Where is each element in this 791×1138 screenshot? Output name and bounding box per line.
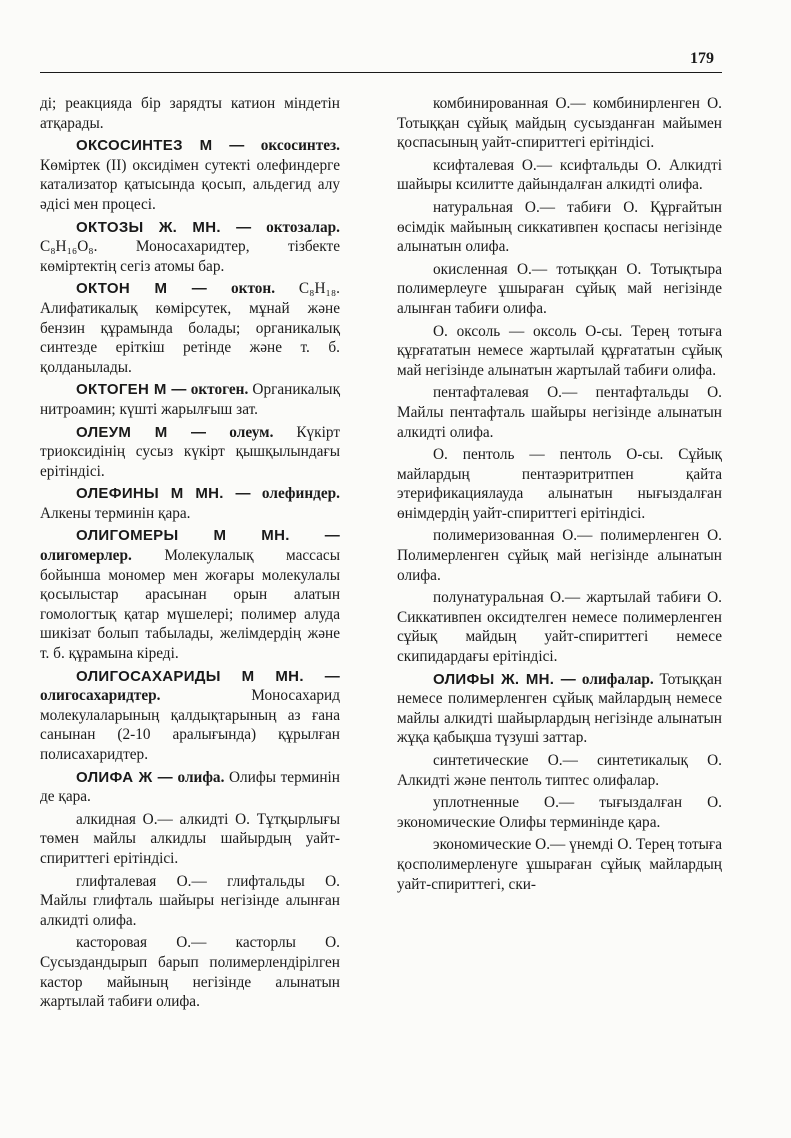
entry-headword: ОЛИГОСАХАРИДЫ М МН. — <box>76 667 340 685</box>
dictionary-entry <box>40 218 340 277</box>
sub-entry: пентафталевая О.— пентафтальды О. Майлы пентафталь шайыры негізінде алынатын алкидті олифа. <box>397 384 722 441</box>
dictionary-entry <box>40 423 340 482</box>
entry-translation: олифалар. <box>576 670 654 688</box>
sub-entry: полунатуральная О.— жартылай табиғи О. Сиккативпен оксидтелген немесе полимерленген сұйық майдың уайт-спириттегі немесе скипидардағы ерітіндісі. <box>397 589 722 666</box>
entry-headword: ОКТОН М — <box>76 280 208 298</box>
page-number: 179 <box>690 50 714 67</box>
entry-definition: Күкірт триоксидінің сусыз күкірт қышқылындағы ерітіндісі. <box>40 423 341 480</box>
entry-headword: ОЛИГОМЕРЫ М МН. — <box>76 527 340 545</box>
continued-text: ді; реакцияда бір зарядты катион міндетін атқарады. <box>40 95 340 132</box>
entry-headword: ОКТОГЕН М — <box>76 381 187 399</box>
dictionary-entry <box>40 526 340 663</box>
entry-translation: олигомерлер. <box>40 547 132 565</box>
dictionary-entry <box>40 380 340 419</box>
sub-entry: комбинированная О.— комбинирленген О. Тотыққан сұйық майдың сусызданған майымен қоспасының уайт-спириттегі ерітіндісі. <box>397 95 722 152</box>
entry-headword: ОКТОЗЫ Ж. МН. — <box>76 218 252 236</box>
sub-entry: касторовая О.— касторлы О. Сусыздандырып барып полимерлендірілген кастор майының негізінде алынатын жартылай табиғи олифа. <box>40 934 340 1011</box>
entry-definition: C₈H₁₈. Алифатикалық көмірсутек, мұнай және бензин құрамында болады; органикалық синтезде еріткіш ретінде және т. б. қолданылады. <box>40 280 340 376</box>
entry-translation: олифа. <box>172 768 225 786</box>
dictionary-entry <box>40 279 340 377</box>
sub-entry: синтетические О.— синтетикалық О. Алкидті және пентоль типтес олифалар. <box>397 752 722 789</box>
left-column <box>40 94 340 1015</box>
sub-entry: уплотненные О.— тығыздалған О. экономические Олифы терминінде қара. <box>397 794 722 831</box>
entry-definition: Молекулалық массасы бойынша мономер мен жоғары молекулалы қосылыстар арасынан орын алатын гомологтық қатар мүшелері; полимер алуда шикізат болып табылады, желімдердің және т. б. құрамына кіреді. <box>40 547 340 663</box>
sub-entry: натуральная О.— табиғи О. Құрғайтын өсімдік майының сиккативпен қоспасы негізінде алынатын олифа. <box>397 198 722 256</box>
sub-entry: алкидная О.— алкидті О. Тұтқырлығы төмен майлы алкидлы шайырдың уайт-спириттегі ерітіндісі. <box>40 810 340 867</box>
sub-entry: экономические О.— үнемді О. Терең тотыға қосполимерленуге ұшыраған сұйық майлардың уайт-спириттегі, ски- <box>397 836 722 893</box>
entry-definition: Органикалық нитроамин; күшті жарылғыш зат. <box>40 381 341 418</box>
dictionary-entry <box>40 484 340 523</box>
entry-definition: Алкены терминін қара. <box>40 504 191 522</box>
entry-headword: ОЛЕУМ М — <box>76 423 207 441</box>
sub-entry: окисленная О.— тотыққан О. Тотықтыра полимерлеуге ұшыраған сұйық май негізінде алынған табиғи олифа. <box>397 260 722 317</box>
sub-entry: полимеризованная О.— полимерленген О. Полимерленген сұйық май негізінде алынатын олифа. <box>397 527 722 584</box>
entry-translation: октоген. <box>186 381 249 399</box>
entry-translation: олигосахаридтер. <box>40 687 161 705</box>
entry-translation: октон. <box>207 280 276 298</box>
entry-definition: C₈H₁₆O₈. Моносахаридтер, тізбекте көміртектің сегіз атомы бар. <box>40 238 340 275</box>
entry-headword: ОКСОСИНТЕЗ М — <box>76 137 245 155</box>
right-column <box>397 94 722 897</box>
sub-entry: О. оксоль — оксоль О-сы. Терең тотыға құрғататын немесе жартылай құрғататын сұйық май негізінде алынатын жартылай табиғи олифа. <box>397 322 722 379</box>
sub-entry: О. пентоль — пентоль О-сы. Сұйық майлардың пентаэритритпен қайта этерификациялауда алынатын нығыздалған өнімдердің уайт-спириттегі ерітіндісі. <box>397 446 722 522</box>
entry-definition: Тотыққан немесе полимерленген сұйық майлардың немесе майлы алкидті шайырлардың негізінде алынатын жұқа қабықша түзуші заттар. <box>397 670 722 747</box>
entry-headword: ОЛЕФИНЫ М МН. — <box>76 485 251 503</box>
entry-definition: Моносахарид молекулаларының қалдықтарының аз ғана санынан (2-10 аралығында) құрылған полисахаридтер. <box>40 687 340 763</box>
entry-translation: олеум. <box>206 423 274 441</box>
entry-headword: ОЛИФА Ж — <box>76 768 173 786</box>
entry-translation: оксосинтез. <box>244 137 340 155</box>
entry-headword: ОЛИФЫ Ж. МН. — <box>433 670 577 688</box>
dictionary-entry <box>40 768 340 807</box>
sub-entry: глифталевая О.— глифтальды О. Майлы глифталь шайыры негізінде алынған алкидті олифа. <box>40 872 340 929</box>
entry-definition: Олифы терминін де қара. <box>40 768 340 806</box>
entry-definition: Көміртек (II) оксидімен сутекті олефиндерге катализатор қатысында қосып, альдегид алу әдісі мен процесі. <box>40 156 340 213</box>
dictionary-entry <box>40 136 340 214</box>
dictionary-entry <box>40 667 340 765</box>
sub-entry: ксифталевая О.— ксифтальды О. Алкидті шайыры ксилитте дайындалған алкидті олифа. <box>397 156 722 194</box>
header-rule <box>40 72 722 73</box>
entry-translation: олефиндер. <box>250 485 340 503</box>
entry-translation: октозалар. <box>251 218 340 236</box>
dictionary-entry <box>397 670 722 748</box>
